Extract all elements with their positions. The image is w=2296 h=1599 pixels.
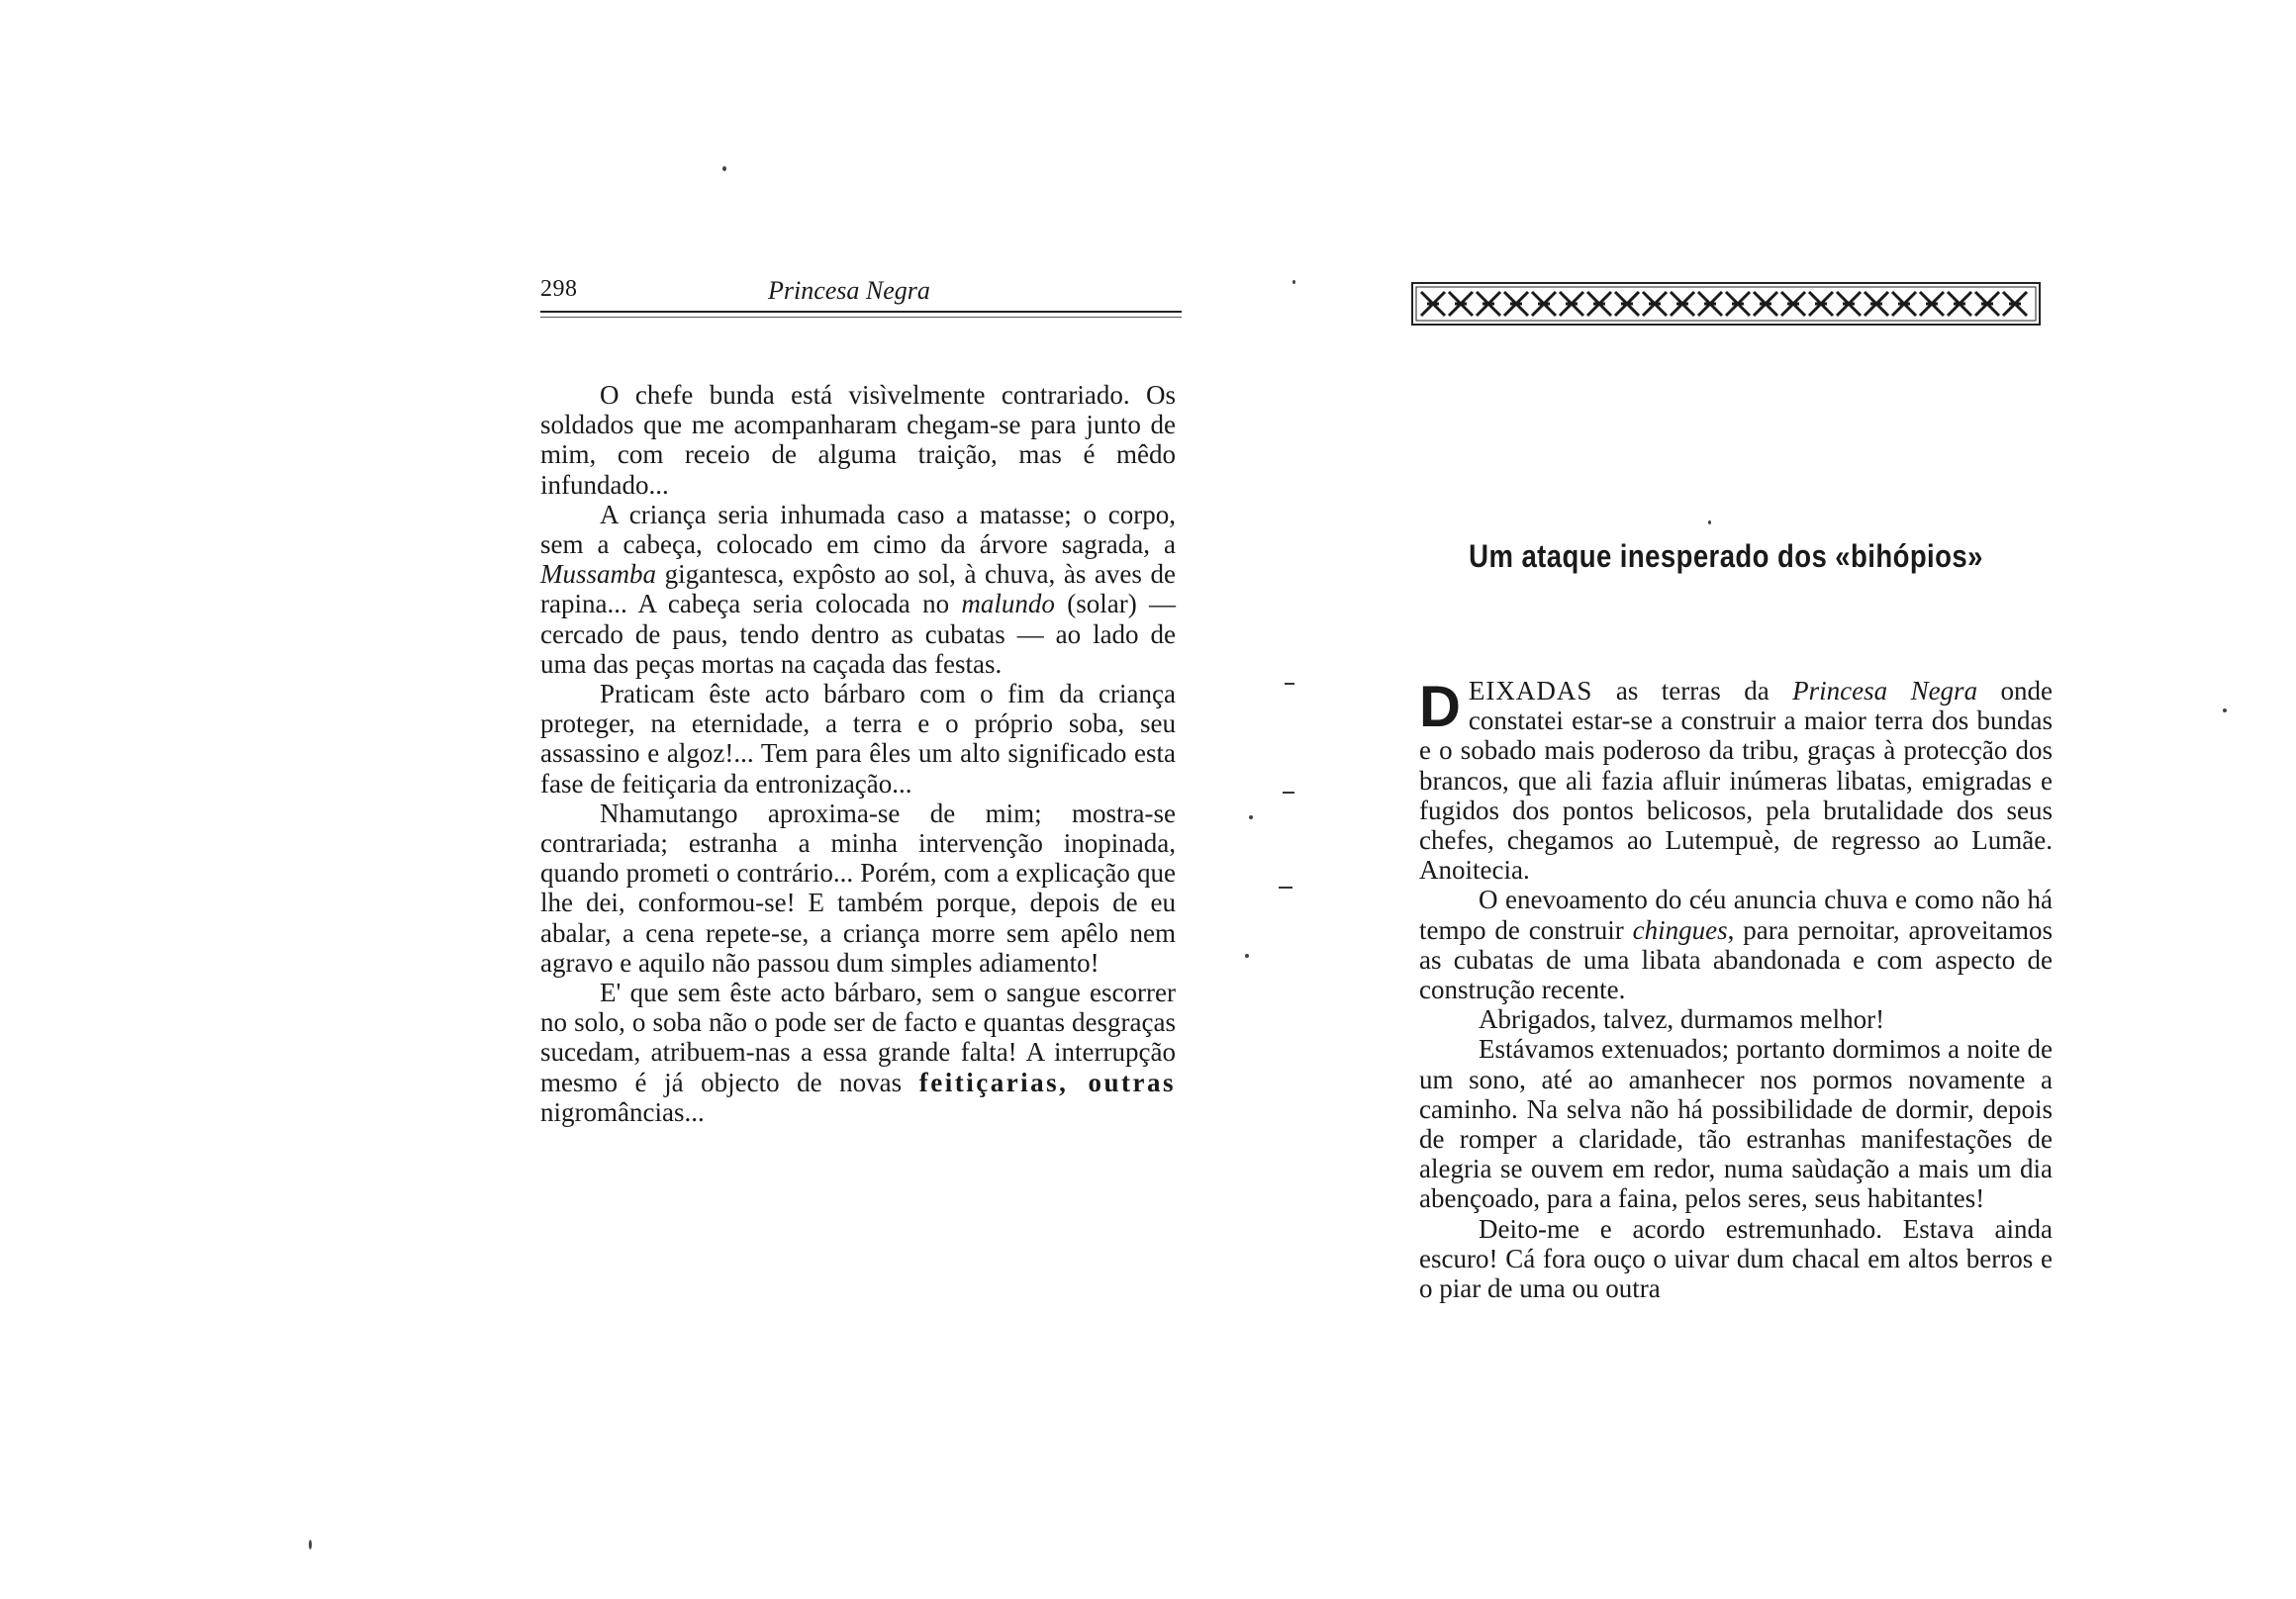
right-body-text <box>1419 676 2053 1303</box>
ornament-motif <box>1948 292 1971 316</box>
text-segment: O chefe bunda está visìvelmente contrariado. Os soldados que me acompanharam chegam-se para junto de mim, com receio de alguma traição, mas é mêdo infundado... <box>540 380 1176 500</box>
ornament-motif <box>1560 292 1583 316</box>
text-segment: nigromâncias... <box>540 1096 705 1127</box>
text-segment: A criança seria inhumada caso a matasse; o corpo, sem a cabeça, colocado em cimo da árvore sagrada, a <box>540 499 1176 560</box>
ornament-motif <box>1532 292 1556 316</box>
text-segment: E' que sem êste acto bárbaro, sem o sangue escorrer no solo, o soba não o pode ser de facto e quantas desgraças sucedam, atribuem-nas a essa grande falta! A interrupção mesmo é já objecto de novas <box>540 978 1176 1097</box>
text-segment: Praticam êste acto bárbaro com o fim da criança proteger, na eternidade, a terra e o próprio soba, seu assassino e algoz!... Tem para êles um alto significado esta fase de feitiçaria da entronização... <box>540 679 1176 799</box>
chapter-title: Um ataque inesperado dos «bihópios» <box>1469 538 1983 574</box>
ornament-band <box>1411 282 2041 326</box>
drop-cap: D <box>1419 675 1461 739</box>
running-title: Princesa Negra <box>768 276 930 305</box>
page-number: 298 <box>540 276 578 302</box>
text-segment: malundo <box>961 589 1055 619</box>
ornament-motif <box>1809 292 1833 316</box>
scan-speck <box>1708 520 1711 524</box>
scan-mark <box>1283 792 1294 794</box>
ornament-motif <box>1920 292 1944 316</box>
text-segment: Deito-me e acordo estremunhado. Estava ainda escuro! Cá fora ouço o uivar dum chacal em altos berros e o piar de uma ou outra <box>1419 1213 2053 1304</box>
ornament-motif <box>1837 292 1861 316</box>
ornament-motif <box>2003 292 2027 316</box>
scan-speck <box>1292 280 1295 284</box>
ornament-motif <box>1504 292 1528 316</box>
text-segment: chingues <box>1632 914 1728 945</box>
text-segment: O enevoamento do céu anuncia chuva e como não há tempo de construir <box>1419 885 2053 945</box>
ornament-motif <box>1449 292 1473 316</box>
scan-speck <box>1245 954 1249 958</box>
text-segment: Mussamba <box>540 559 657 590</box>
ornament-motif <box>1643 292 1667 316</box>
text-segment: onde constatei estar-se a construir a maior terra dos bundas e o sobado mais poderoso da tribu, graças à protecção dos brancos, que ali fazia afluir inúmeras libatas, emigradas e fugidos dos pontos belicosos, pela brutalidade dos seus chefes, chegamos ao Lutempuè, de regresso ao Lumãe. Anoitecia. <box>1419 676 2054 886</box>
ornament-motif <box>1477 292 1500 316</box>
text-segment: (solar) — cercado de paus, tendo dentro as cubatas — ao lado de uma das peças mortas na caçada das festas. <box>540 589 1176 679</box>
scan-speck <box>309 1540 312 1550</box>
ornament-motif <box>1781 292 1805 316</box>
ornament-motif <box>1615 292 1639 316</box>
ornament-motif <box>1421 292 1445 316</box>
scan-speck <box>1249 815 1253 819</box>
text-segment: Abrigados, talvez, durmamos melhor! <box>1479 1004 1885 1035</box>
scan-speck <box>2223 708 2227 712</box>
scan-mark <box>1285 683 1294 685</box>
text-segment: Nhamutango aproxima-se de mim; mostra-se contrariada; estranha a minha intervenção inopinada, quando prometi o contrário... Porém, com a explicação que lhe dei, conformou-se! E também porque, depois de eu abalar, a cena repete-se, a criança morre sem apêlo nem agravo e aquilo não passou dum simples adiamento! <box>540 798 1176 978</box>
scan-speck <box>722 166 726 171</box>
text-segment: as terras da <box>1592 676 1793 705</box>
paragraph <box>1419 1214 2053 1304</box>
scan-mark <box>1279 887 1292 889</box>
paragraph <box>1419 1004 2053 1034</box>
ornament-motif <box>1671 292 1694 316</box>
first-word-smallcaps: EIXADAS <box>1468 676 1593 705</box>
ornament-motif <box>1698 292 1722 316</box>
ornament-motif <box>1726 292 1750 316</box>
text-segment: Estávamos extenuados; portanto dormimos a noite de um sono, até ao amanhecer nos pormos novamente a caminho. Na selva não há possibilidade de dormir, depois de romper a claridade, tão estranhas manifestações de alegria se ouvem em redor, numa saùdação a mais um dia abençoado, para a faina, pelos seres, seus habitantes! <box>1419 1034 2053 1214</box>
text-segment: , para pernoitar, aproveitamos as cubatas de uma libata abandonada e com aspecto de construção recente. <box>1419 914 2053 1005</box>
ornament-motif <box>1975 292 1999 316</box>
ornament-motif <box>1587 292 1611 316</box>
paragraph <box>1419 885 2053 1004</box>
text-segment: feitiçarias, outras <box>918 1067 1176 1097</box>
text-segment: Princesa Negra <box>1792 676 1978 705</box>
ornament-motif <box>1865 292 1888 316</box>
ornament-motif <box>1754 292 1777 316</box>
ornament-motif <box>1892 292 1916 316</box>
paragraph <box>1419 676 2053 885</box>
paragraph <box>1419 1034 2053 1213</box>
text-segment: gigantesca, expôsto ao sol, à chuva, às aves de rapina... A cabeça seria colocada no <box>540 559 1176 619</box>
